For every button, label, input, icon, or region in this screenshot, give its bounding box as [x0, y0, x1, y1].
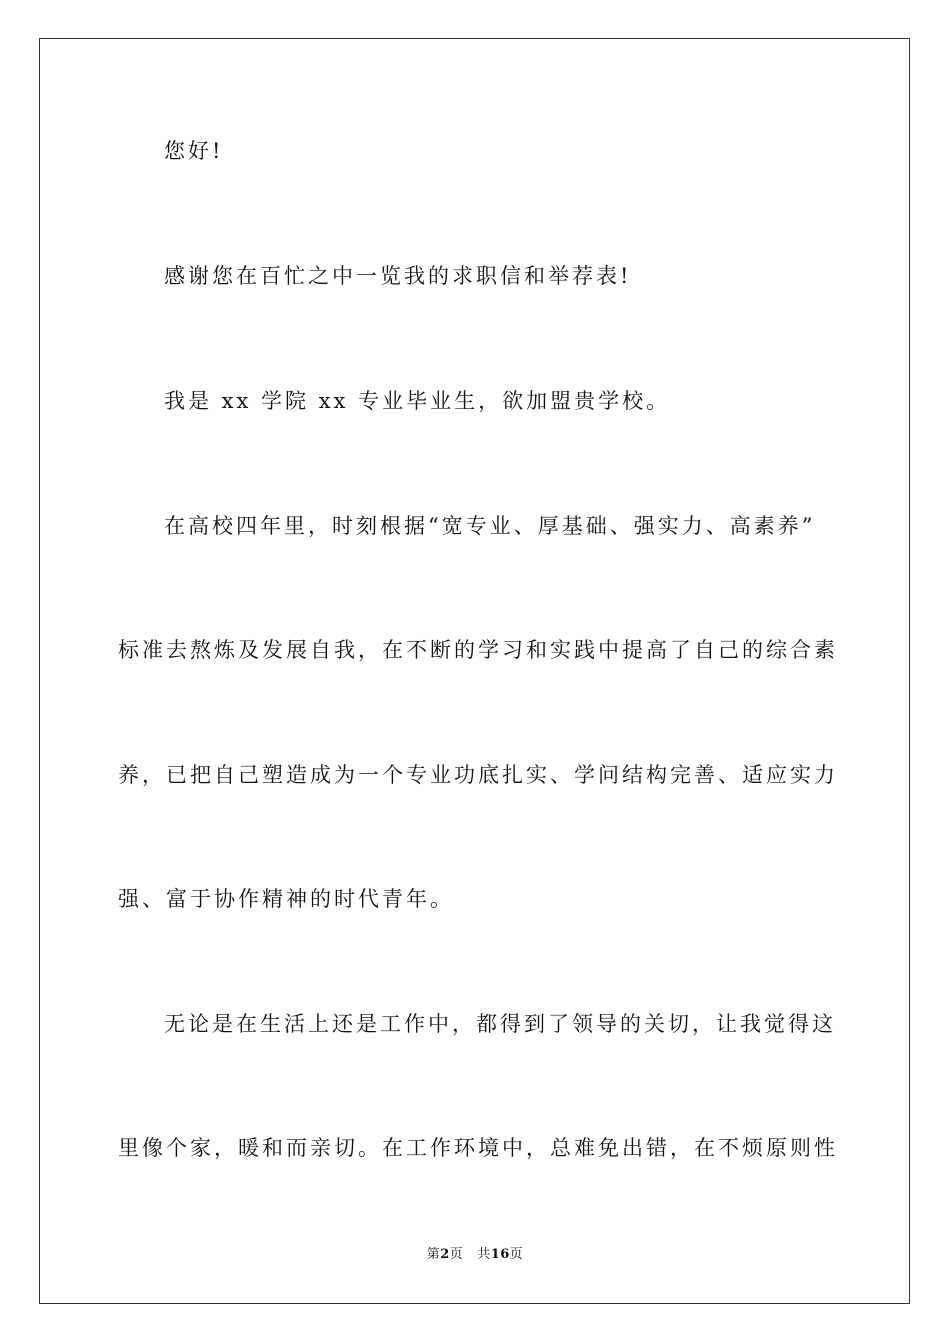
page-prefix: 第	[426, 1247, 441, 1262]
paragraph-line: 标准去熬炼及发展自我，在不断的学习和实践中提高了自己的综合素	[118, 638, 838, 662]
paragraph-line: 强、富于协作精神的时代青年。	[118, 887, 454, 911]
page-number: 2	[440, 1247, 450, 1262]
paragraph-line: 感谢您在百忙之中一览我的求职信和举荐表!	[164, 264, 632, 288]
paragraph-line: 里像个家，暖和而亲切。在工作环境中，总难免出错，在不烦原则性	[118, 1136, 838, 1160]
page-footer	[0, 1247, 950, 1263]
paragraph-line: 在高校四年里，时刻根据“宽专业、厚基础、强实力、高素养”	[164, 514, 816, 538]
total-pages: 16	[490, 1247, 510, 1262]
paragraph-line: 无论是在生活上还是工作中，都得到了领导的关切，让我觉得这	[164, 1012, 836, 1036]
total-prefix: 共	[477, 1247, 491, 1262]
page-frame	[39, 38, 910, 1304]
greeting-line: 您好!	[164, 139, 224, 163]
total-suffix: 页	[509, 1247, 524, 1262]
page-suffix: 页	[449, 1247, 464, 1262]
paragraph-line: 我是 xx 学院 xx 专业毕业生，欲加盟贵学校。	[164, 389, 671, 413]
paragraph-line: 养，已把自己塑造成为一个专业功底扎实、学问结构完善、适应实力	[118, 763, 838, 787]
